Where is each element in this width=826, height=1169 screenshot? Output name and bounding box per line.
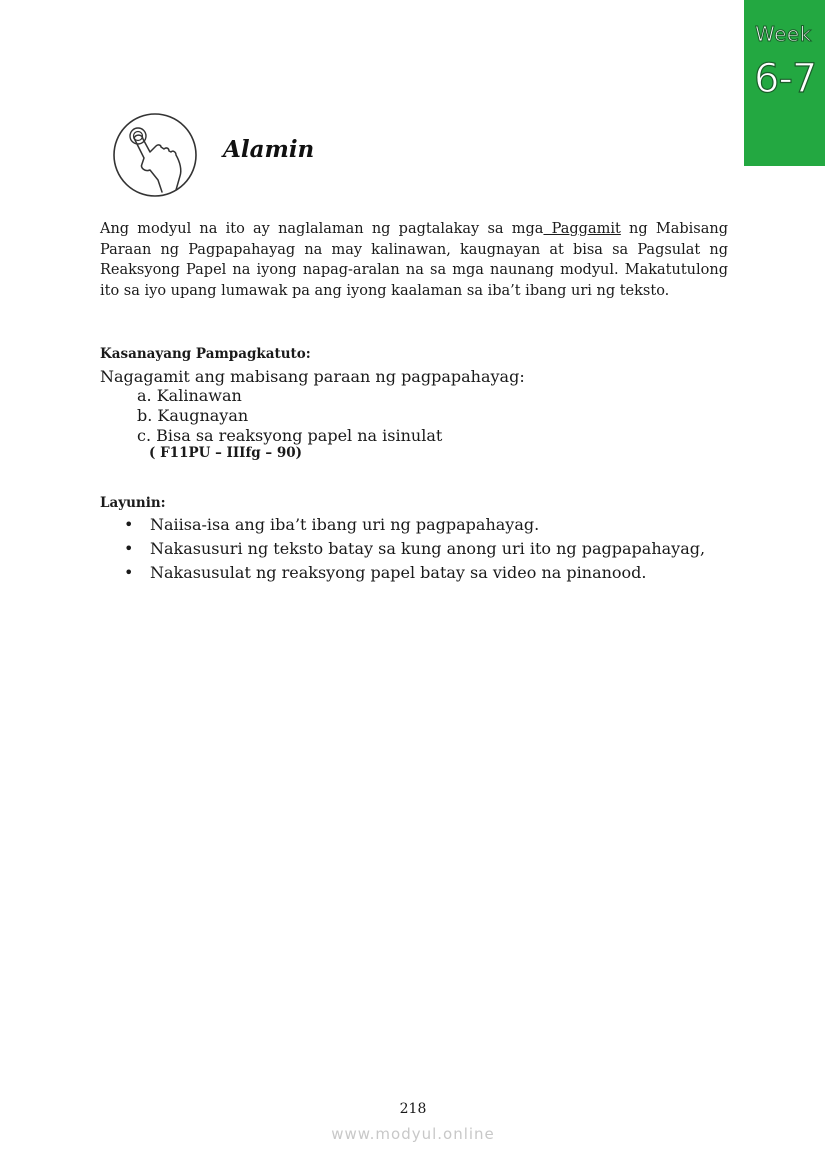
list-item: a. Kalinawan — [137, 386, 242, 405]
competency-list — [137, 386, 442, 446]
objectives-heading: Layunin: — [100, 495, 166, 511]
bullet-icon: • — [124, 539, 134, 558]
intro-paragraph: Ang modyul na ito ay naglalaman ng pagtalakay sa mga Paggamit ng Mabisang Paraan ng Pagpapahayag na may kalinawan, kaugnayan at bisa sa Pagsulat ng Reaksyong Papel na iyong napag-aralan na sa mga naunang modyul. Makatutulong ito sa iyo upang lumawak pa ang iyong kaalaman sa iba’t ibang uri ng teksto. — [100, 221, 728, 299]
hand-touch-icon — [112, 112, 198, 198]
watermark: www.modyul.online — [331, 1125, 495, 1143]
competency-lead: Nagagamit ang mabisang paraan ng pagpapahayag: — [100, 367, 525, 386]
list-item: • Nakasusulat ng reaksyong papel batay sa video na pinanood. — [122, 561, 705, 585]
bullet-icon: • — [124, 515, 134, 534]
competency-heading: Kasanayang Pampagkatuto: — [100, 346, 311, 362]
section-title: Alamin — [223, 136, 315, 163]
list-item: c. Bisa sa reaksyong papel na isinulat — [137, 426, 443, 445]
page-number: 218 — [399, 1101, 427, 1117]
competency-code: ( F11PU – IIIfg – 90) — [149, 445, 303, 461]
objectives-list — [122, 513, 705, 585]
bullet-icon: • — [124, 563, 134, 582]
week-tab — [744, 0, 825, 166]
week-label: Week — [755, 22, 812, 46]
week-number: 6-7 — [754, 56, 817, 102]
list-item: • Nakasusuri ng teksto batay sa kung anong uri ito ng pagpapahayag, — [122, 537, 705, 561]
list-item: • Naiisa-isa ang iba’t ibang uri ng pagpapahayag. — [122, 513, 705, 537]
list-item: b. Kaugnayan — [137, 406, 249, 425]
